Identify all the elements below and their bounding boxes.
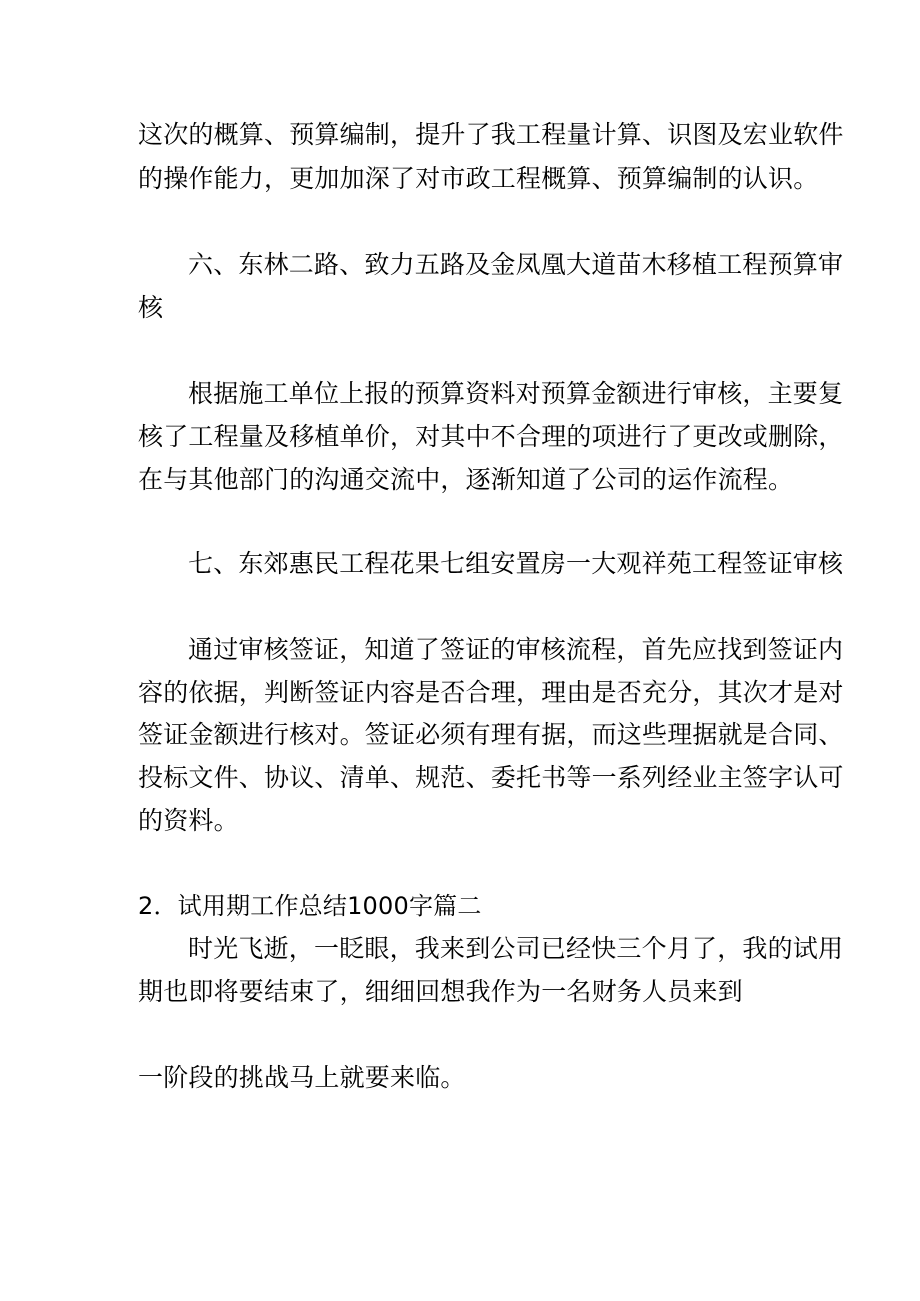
section-heading-6-cont: 核 (138, 293, 164, 322)
paragraph-line: 签证金额进行核对。签证必须有理有据，而这些理据就是合同、 (138, 720, 844, 749)
paragraph-line: 投标文件、协议、清单、规范、委托书等一系列经业主签字认可 (138, 763, 844, 792)
subsection-title: 2．试用期工作总结1000字篇二 (138, 892, 482, 920)
section-heading-6: 六、东林二路、致力五路及金凤凰大道苗木移植工程预算审 (188, 250, 844, 279)
paragraph-line: 在与其他部门的沟通交流中，逐渐知道了公司的运作流程。 (138, 465, 794, 494)
paragraph-line: 这次的概算、预算编制，提升了我工程量计算、识图及宏业软件 (138, 120, 844, 149)
paragraph-line: 容的依据，判断签证内容是否合理，理由是否充分，其次才是对 (138, 678, 844, 707)
paragraph-line: 通过审核签证，知道了签证的审核流程，首先应找到签证内 (188, 635, 844, 664)
paragraph-line: 一阶段的挑战马上就要来临。 (138, 1063, 466, 1092)
paragraph-line: 核了工程量及移植单价，对其中不合理的项进行了更改或删除， (138, 422, 844, 451)
paragraph-line: 根据施工单位上报的预算资料对预算金额进行审核，主要复 (188, 379, 844, 408)
section-heading-7: 七、东郊惠民工程花果七组安置房一大观祥苑工程签证审核 (188, 549, 844, 578)
paragraph-line: 期也即将要结束了，细细回想我作为一名财务人员来到 (138, 977, 743, 1006)
paragraph-line: 时光飞逝，一眨眼，我来到公司已经快三个月了，我的试用 (188, 934, 844, 963)
paragraph-line: 的操作能力，更加加深了对市政工程概算、预算编制的认识。 (138, 164, 819, 193)
paragraph-line: 的资料。 (138, 806, 239, 835)
